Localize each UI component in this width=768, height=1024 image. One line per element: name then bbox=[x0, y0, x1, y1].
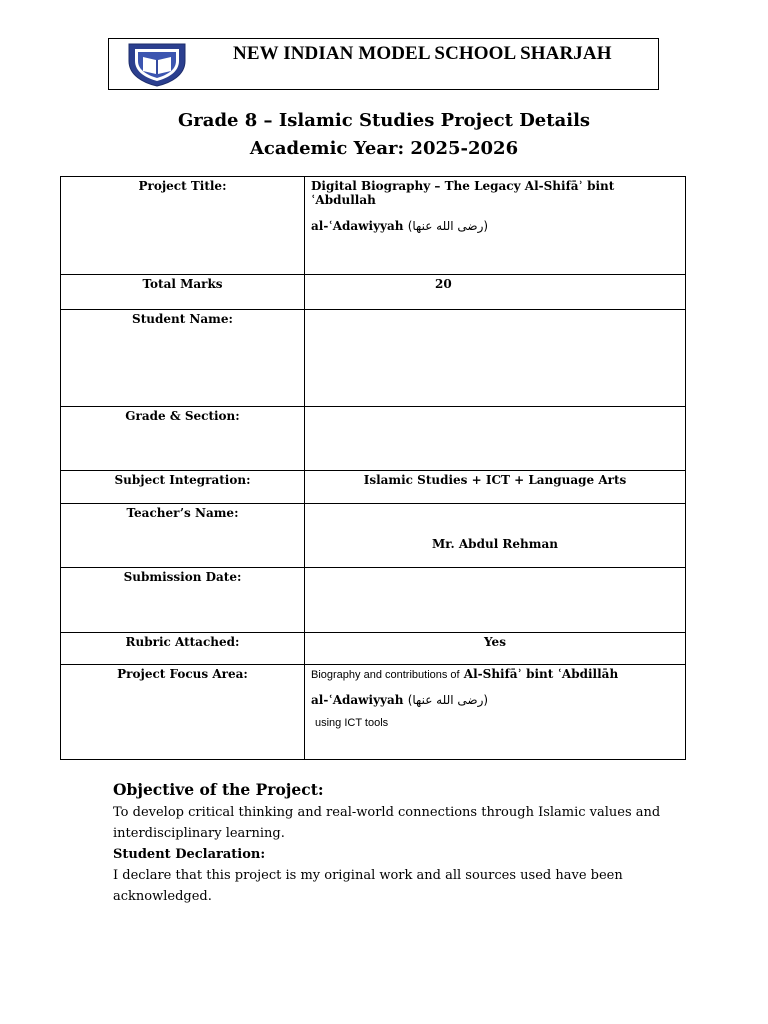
declaration-heading: Student Declaration: bbox=[113, 847, 266, 862]
objective-heading: Objective of the Project: bbox=[113, 780, 324, 799]
project-details-table bbox=[60, 176, 686, 760]
table-row-submission-date bbox=[61, 568, 686, 633]
total-marks-value: 20 bbox=[435, 277, 452, 291]
project-title-label: Project Title: bbox=[138, 179, 227, 193]
submission-date-label: Submission Date: bbox=[123, 570, 242, 584]
table-row-grade-section bbox=[61, 407, 686, 471]
project-focus-prefix: Biography and contributions of bbox=[311, 669, 460, 681]
rubric-attached-value: Yes bbox=[484, 635, 506, 649]
project-focus-arabic: (رضی الله عنها) bbox=[407, 693, 489, 707]
teacher-name-label: Teacher’s Name: bbox=[126, 506, 239, 520]
table-row-total-marks bbox=[61, 275, 686, 310]
school-crest-book-icon bbox=[125, 41, 189, 87]
teacher-name-value: Mr. Abdul Rehman bbox=[432, 537, 558, 551]
subject-integration-value: Islamic Studies + ICT + Language Arts bbox=[363, 473, 627, 487]
grade-section-label: Grade & Section: bbox=[125, 409, 240, 423]
table-row-teacher-name bbox=[61, 504, 686, 568]
project-focus-value-line2: al-ʿAdawiyyah bbox=[311, 693, 404, 707]
document-title: Grade 8 – Islamic Studies Project Details bbox=[177, 110, 591, 131]
table-row-student-name bbox=[61, 310, 686, 407]
grade-section-field[interactable] bbox=[305, 407, 686, 471]
table-row-rubric-attached bbox=[61, 633, 686, 665]
student-name-field[interactable] bbox=[305, 310, 686, 407]
submission-date-field[interactable] bbox=[305, 568, 686, 633]
table-row-project-title bbox=[61, 177, 686, 275]
project-focus-ict: using ICT tools bbox=[315, 717, 389, 729]
objective-text: To develop critical thinking and real-world connections through Islamic values and interdisciplinary learning. bbox=[113, 805, 661, 841]
project-title-arabic: (رضی الله عنها) bbox=[407, 219, 489, 233]
rubric-attached-label: Rubric Attached: bbox=[125, 635, 240, 649]
subject-integration-label: Subject Integration: bbox=[114, 473, 251, 487]
table-row-project-focus bbox=[61, 665, 686, 760]
project-focus-value: Al-Shifāʾ bint ʿAbdillāh bbox=[463, 667, 619, 681]
project-title-value: Digital Biography – The Legacy Al-Shifāʾ bint ʿAbdullah bbox=[311, 179, 615, 207]
school-header bbox=[108, 38, 659, 90]
total-marks-label: Total Marks bbox=[142, 277, 223, 291]
project-focus-label: Project Focus Area: bbox=[117, 667, 248, 681]
student-name-label: Student Name: bbox=[132, 312, 233, 326]
project-title-value-line2: al-ʿAdawiyyah bbox=[311, 219, 404, 233]
academic-year: Academic Year: 2025-2026 bbox=[249, 138, 519, 159]
declaration-text: I declare that this project is my original work and all sources used have been acknowledged. bbox=[113, 868, 623, 904]
table-row-subject-integration bbox=[61, 471, 686, 504]
school-name: NEW INDIAN MODEL SCHOOL SHARJAH bbox=[233, 43, 612, 64]
